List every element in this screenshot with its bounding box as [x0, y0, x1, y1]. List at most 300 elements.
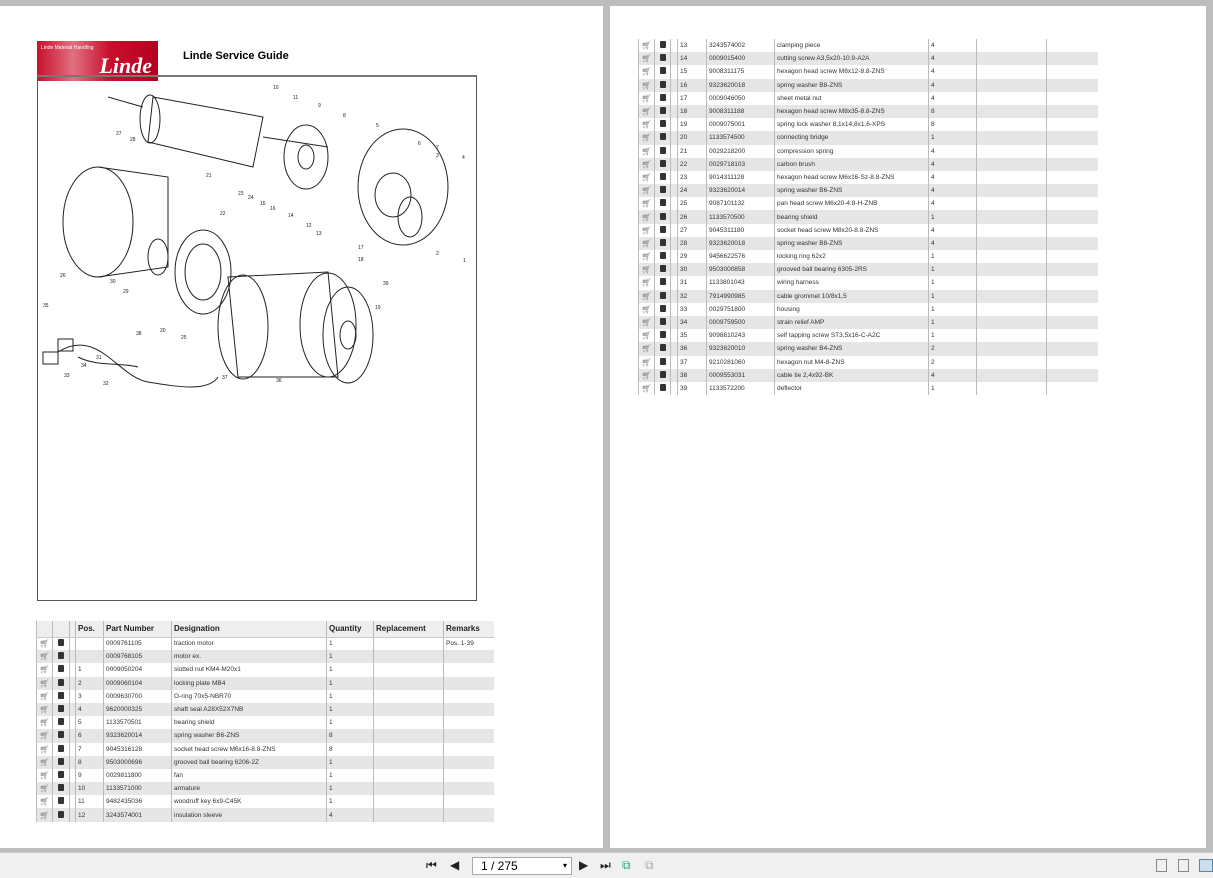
cell-part-number: 0009075001	[707, 118, 775, 131]
callout-label: 25	[181, 335, 187, 341]
parts-info-icon-cell[interactable]	[655, 171, 671, 184]
cell-remarks	[1047, 171, 1098, 184]
add-to-cart-icon[interactable]: 🛒︎	[639, 250, 655, 263]
table-row	[37, 808, 494, 821]
cell-replacement	[977, 250, 1047, 263]
cell-pos: 5	[76, 716, 104, 729]
cell-part-number: 9503000696	[104, 756, 172, 769]
cell-designation: housing	[775, 303, 929, 316]
add-to-cart-icon[interactable]: 🛒︎	[639, 290, 655, 303]
callout-label: 19	[375, 305, 381, 311]
callout-label: 1	[463, 258, 466, 264]
cell-designation: socket head screw M8x20-8.8-ZNS	[775, 224, 929, 237]
table-row	[639, 65, 1098, 78]
parts-info-icon-cell[interactable]	[655, 92, 671, 105]
cell-replacement	[977, 356, 1047, 369]
add-to-cart-icon[interactable]: 🛒︎	[639, 210, 655, 223]
cell-quantity: 4	[929, 92, 977, 105]
briefcase-icon	[58, 758, 64, 765]
parts-info-icon-cell[interactable]	[655, 329, 671, 342]
spacer-cell	[671, 250, 678, 263]
cell-part-number: 0029811800	[104, 769, 172, 782]
spacer-cell	[671, 39, 678, 52]
parts-info-icon-cell[interactable]	[655, 276, 671, 289]
briefcase-icon	[660, 120, 666, 127]
cell-part-number: 1133570500	[707, 210, 775, 223]
cell-pos: 33	[678, 303, 707, 316]
cell-replacement	[977, 184, 1047, 197]
callout-label: 31	[96, 355, 102, 361]
parts-info-icon-cell[interactable]	[53, 769, 70, 782]
add-to-cart-icon[interactable]: 🛒︎	[639, 145, 655, 158]
add-to-cart-icon[interactable]: 🛒︎	[37, 769, 53, 782]
callout-label: 16	[270, 206, 276, 212]
callout-label: 28	[130, 137, 136, 143]
cell-remarks	[1047, 263, 1098, 276]
cell-quantity: 1	[929, 131, 977, 144]
cell-part-number: 9323620018	[707, 79, 775, 92]
parts-info-icon-cell[interactable]	[655, 303, 671, 316]
cell-quantity: 1	[327, 716, 374, 729]
cell-remarks	[1047, 356, 1098, 369]
add-to-cart-icon[interactable]: 🛒︎	[639, 303, 655, 316]
cell-quantity: 4	[929, 52, 977, 65]
parts-info-icon-cell[interactable]	[655, 158, 671, 171]
cell-replacement	[977, 224, 1047, 237]
cell-replacement	[977, 382, 1047, 395]
page-selector[interactable]	[472, 857, 572, 875]
parts-info-icon-cell[interactable]	[655, 290, 671, 303]
callout-label: 17	[358, 245, 364, 251]
cell-replacement	[977, 145, 1047, 158]
parts-info-icon-cell[interactable]	[53, 795, 70, 808]
cell-part-number: 9014311128	[707, 171, 775, 184]
callout-label: 34	[81, 363, 87, 369]
spacer-cell	[671, 276, 678, 289]
cell-remarks	[444, 703, 494, 716]
spacer-cell	[671, 145, 678, 158]
cell-replacement	[977, 131, 1047, 144]
add-to-cart-icon[interactable]: 🛒︎	[639, 131, 655, 144]
add-to-cart-icon[interactable]: 🛒︎	[639, 356, 655, 369]
parts-info-icon-cell[interactable]	[53, 716, 70, 729]
callout-label: 4	[462, 155, 465, 161]
parts-info-icon-cell[interactable]	[655, 210, 671, 223]
parts-info-icon-cell[interactable]	[655, 184, 671, 197]
cell-quantity: 1	[929, 250, 977, 263]
spacer-cell	[671, 92, 678, 105]
briefcase-icon	[660, 384, 666, 391]
parts-info-icon-cell[interactable]	[53, 663, 70, 676]
cell-replacement	[977, 39, 1047, 52]
briefcase-icon	[660, 265, 666, 272]
parts-info-icon-cell[interactable]	[655, 79, 671, 92]
parts-info-icon-cell[interactable]	[53, 782, 70, 795]
cell-part-number: 0009060104	[104, 677, 172, 690]
cell-pos: 37	[678, 356, 707, 369]
parts-info-icon-cell[interactable]	[655, 145, 671, 158]
cell-quantity: 4	[929, 65, 977, 78]
parts-info-icon-cell[interactable]	[655, 356, 671, 369]
cell-designation: locking plate MB4	[172, 677, 327, 690]
cell-pos: 26	[678, 210, 707, 223]
parts-info-icon-cell[interactable]	[655, 105, 671, 118]
table-row	[37, 703, 494, 716]
briefcase-icon	[660, 54, 666, 61]
add-to-cart-icon[interactable]: 🛒︎	[37, 663, 53, 676]
parts-table-page-1	[36, 621, 494, 822]
cell-part-number: 0009553031	[707, 369, 775, 382]
cell-remarks	[1047, 224, 1098, 237]
callout-label: 39	[383, 281, 389, 287]
cell-designation: cable grommet 10/8x1,5	[775, 290, 929, 303]
cell-quantity: 1	[327, 650, 374, 663]
cell-quantity: 1	[929, 303, 977, 316]
parts-info-icon-cell[interactable]	[655, 197, 671, 210]
cell-remarks	[1047, 92, 1098, 105]
copy-page-icon[interactable]: ⧉	[622, 858, 631, 872]
cell-pos	[76, 650, 104, 663]
cell-part-number: 3243574002	[707, 39, 775, 52]
briefcase-icon	[58, 811, 64, 818]
cell-remarks	[444, 690, 494, 703]
cell-designation: hexagon head screw M8x12-8.8-ZNS	[775, 65, 929, 78]
add-to-cart-icon[interactable]: 🛒︎	[639, 39, 655, 52]
add-to-cart-icon[interactable]: 🛒︎	[639, 197, 655, 210]
table-row	[639, 145, 1098, 158]
parts-info-icon-cell[interactable]	[53, 703, 70, 716]
cell-replacement	[977, 171, 1047, 184]
table-row	[37, 756, 494, 769]
spacer-cell	[671, 118, 678, 131]
parts-info-icon-cell[interactable]	[655, 316, 671, 329]
add-to-cart-icon[interactable]: 🛒︎	[639, 158, 655, 171]
armature-drawing	[108, 95, 328, 167]
cell-quantity: 1	[929, 290, 977, 303]
cell-quantity: 1	[929, 210, 977, 223]
cell-designation: grooved ball bearing 6305-2RS	[775, 263, 929, 276]
cell-remarks	[1047, 382, 1098, 395]
add-to-cart-icon[interactable]: 🛒︎	[37, 677, 53, 690]
cell-designation: spring washer B8-ZNS	[775, 237, 929, 250]
table-row	[639, 79, 1098, 92]
previous-page-icon[interactable]: ◀	[450, 858, 460, 872]
briefcase-icon	[58, 731, 64, 738]
add-to-cart-icon[interactable]: 🛒︎	[639, 382, 655, 395]
callout-label: 13	[316, 231, 322, 237]
next-page-icon[interactable]: ▶	[579, 858, 589, 872]
parts-info-icon-cell[interactable]	[53, 637, 70, 650]
last-page-icon[interactable]: ⏭	[600, 858, 611, 872]
add-to-cart-icon[interactable]: 🛒︎	[639, 52, 655, 65]
add-to-cart-icon[interactable]: 🛒︎	[37, 637, 53, 650]
cell-part-number: 9323620018	[707, 237, 775, 250]
cell-quantity: 1	[327, 795, 374, 808]
briefcase-icon	[58, 771, 64, 778]
cell-quantity: 1	[929, 329, 977, 342]
table-row	[639, 184, 1098, 197]
add-to-cart-icon[interactable]: 🛒︎	[37, 703, 53, 716]
cell-part-number: 0009046050	[707, 92, 775, 105]
cell-remarks	[1047, 342, 1098, 355]
add-to-cart-icon[interactable]: 🛒︎	[639, 171, 655, 184]
cell-part-number: 9323620014	[104, 729, 172, 742]
briefcase-icon	[58, 705, 64, 712]
table-row	[37, 716, 494, 729]
cell-designation: woodruff key 6x9-C45K	[172, 795, 327, 808]
add-to-cart-icon[interactable]: 🛒︎	[639, 105, 655, 118]
briefcase-icon	[660, 147, 666, 154]
cell-remarks	[444, 677, 494, 690]
continuous-view-icon[interactable]	[1178, 859, 1189, 872]
parts-info-icon-cell[interactable]	[53, 808, 70, 821]
add-to-cart-icon[interactable]: 🛒︎	[37, 650, 53, 663]
cell-replacement	[977, 158, 1047, 171]
first-page-icon[interactable]: ⏮	[426, 858, 437, 872]
add-to-cart-icon[interactable]: 🛒︎	[37, 795, 53, 808]
cell-designation: bearing shield	[775, 210, 929, 223]
pdf-page-1	[0, 6, 603, 848]
parts-info-icon-cell[interactable]	[53, 677, 70, 690]
parts-info-icon-cell[interactable]	[53, 690, 70, 703]
briefcase-icon	[660, 133, 666, 140]
cell-remarks	[1047, 316, 1098, 329]
cell-quantity: 1	[929, 382, 977, 395]
parts-info-icon-cell[interactable]	[655, 65, 671, 78]
cell-designation: bearing shield	[172, 716, 327, 729]
cell-replacement	[374, 703, 444, 716]
cell-remarks	[1047, 210, 1098, 223]
add-to-cart-icon[interactable]: 🛒︎	[639, 329, 655, 342]
table-row	[37, 637, 494, 650]
briefcase-icon	[58, 679, 64, 686]
cell-part-number: 0009050204	[104, 663, 172, 676]
cell-remarks	[444, 650, 494, 663]
cell-pos: 3	[76, 690, 104, 703]
cell-quantity: 1	[327, 782, 374, 795]
add-to-cart-icon[interactable]: 🛒︎	[639, 184, 655, 197]
exploded-parts-drawing	[37, 75, 477, 601]
cell-part-number: 1133571000	[104, 782, 172, 795]
table-row	[639, 356, 1098, 369]
pdf-page-2	[610, 6, 1206, 848]
cell-part-number: 1133570501	[104, 716, 172, 729]
briefcase-icon	[660, 318, 666, 325]
briefcase-icon	[660, 173, 666, 180]
add-to-cart-icon[interactable]: 🛒︎	[639, 369, 655, 382]
col-remarks: Remarks	[444, 621, 494, 637]
add-to-cart-icon[interactable]: 🛒︎	[639, 79, 655, 92]
cell-remarks	[1047, 250, 1098, 263]
parts-info-icon-cell[interactable]	[655, 39, 671, 52]
fan-drawing	[284, 125, 328, 189]
callout-label: 22	[220, 211, 226, 217]
callout-label: 18	[358, 257, 364, 263]
add-to-cart-icon[interactable]: 🛒︎	[639, 118, 655, 131]
briefcase-icon	[660, 292, 666, 299]
col-pos: Pos.	[76, 621, 104, 637]
callout-label: 15	[260, 201, 266, 207]
cell-quantity: 8	[327, 729, 374, 742]
cell-quantity: 1	[327, 703, 374, 716]
spacer-cell	[671, 329, 678, 342]
add-to-cart-icon[interactable]: 🛒︎	[639, 342, 655, 355]
cell-designation: pan head screw M6x20-4.8-H-ZNB	[775, 197, 929, 210]
cell-replacement	[374, 756, 444, 769]
parts-info-icon-cell[interactable]	[53, 729, 70, 742]
cell-pos: 1	[76, 663, 104, 676]
single-page-view-icon[interactable]	[1156, 859, 1167, 872]
cell-pos: 17	[678, 92, 707, 105]
add-to-cart-icon[interactable]: 🛒︎	[639, 92, 655, 105]
cell-remarks	[444, 769, 494, 782]
briefcase-icon	[58, 745, 64, 752]
add-to-cart-icon[interactable]: 🛒︎	[37, 756, 53, 769]
briefcase-icon	[660, 160, 666, 167]
cell-pos: 4	[76, 703, 104, 716]
cell-replacement	[374, 663, 444, 676]
cell-remarks	[1047, 303, 1098, 316]
cell-pos	[76, 637, 104, 650]
add-to-cart-icon[interactable]: 🛒︎	[639, 276, 655, 289]
cell-replacement	[977, 342, 1047, 355]
cell-pos: 31	[678, 276, 707, 289]
add-to-cart-icon[interactable]: 🛒︎	[37, 729, 53, 742]
paste-page-icon[interactable]: ⧉	[645, 858, 654, 872]
cell-quantity: 1	[929, 276, 977, 289]
parts-info-icon-cell[interactable]	[655, 118, 671, 131]
spacer-cell	[671, 237, 678, 250]
add-to-cart-icon[interactable]: 🛒︎	[37, 690, 53, 703]
bearing-shield-drawing	[358, 129, 448, 245]
cell-pos: 14	[678, 52, 707, 65]
table-row	[639, 224, 1098, 237]
table-row	[639, 171, 1098, 184]
spacer-cell	[671, 210, 678, 223]
cell-pos: 32	[678, 290, 707, 303]
spacer-cell	[671, 52, 678, 65]
cell-pos: 28	[678, 237, 707, 250]
spacer-cell	[671, 263, 678, 276]
add-to-cart-icon[interactable]: 🛒︎	[639, 237, 655, 250]
spacer-cell	[671, 65, 678, 78]
parts-info-icon-cell[interactable]	[655, 250, 671, 263]
cell-designation: slotted nut KM4-M20x1	[172, 663, 327, 676]
spacer-cell	[671, 197, 678, 210]
callout-label: 9	[318, 103, 321, 109]
add-to-cart-icon[interactable]: 🛒︎	[37, 743, 53, 756]
table-row	[639, 276, 1098, 289]
callout-label: 7	[436, 145, 439, 151]
cell-replacement	[977, 210, 1047, 223]
cell-pos: 13	[678, 39, 707, 52]
cell-replacement	[374, 795, 444, 808]
add-to-cart-icon[interactable]: 🛒︎	[639, 316, 655, 329]
briefcase-icon	[660, 252, 666, 259]
add-to-cart-icon[interactable]: 🛒︎	[639, 65, 655, 78]
page-indicator: 1 / 275	[481, 859, 518, 873]
table-row	[37, 677, 494, 690]
cell-quantity: 1	[327, 756, 374, 769]
parts-info-icon-cell[interactable]	[655, 263, 671, 276]
cell-pos: 25	[678, 197, 707, 210]
briefcase-icon	[660, 107, 666, 114]
cell-remarks	[1047, 197, 1098, 210]
callout-label: 11	[293, 95, 299, 101]
table-row	[639, 39, 1098, 52]
cell-replacement	[977, 329, 1047, 342]
callout-label: 33	[64, 373, 70, 379]
cell-replacement	[374, 729, 444, 742]
cell-part-number: 9323620014	[707, 184, 775, 197]
table-row	[639, 210, 1098, 223]
parts-info-icon-cell[interactable]	[655, 369, 671, 382]
cell-part-number: 0009015400	[707, 52, 775, 65]
cell-quantity: 8	[929, 118, 977, 131]
table-row	[37, 769, 494, 782]
briefcase-icon	[58, 718, 64, 725]
table-row	[639, 197, 1098, 210]
cell-pos: 22	[678, 158, 707, 171]
cell-part-number: 9482435036	[104, 795, 172, 808]
parts-info-icon-cell[interactable]	[655, 237, 671, 250]
briefcase-icon	[660, 41, 666, 48]
parts-info-icon-cell[interactable]	[655, 131, 671, 144]
briefcase-icon	[660, 239, 666, 246]
cell-part-number: 0009768105	[104, 650, 172, 663]
add-to-cart-icon[interactable]: 🛒︎	[639, 224, 655, 237]
col-designation: Designation	[172, 621, 327, 637]
parts-info-icon-cell[interactable]	[655, 342, 671, 355]
cell-designation: cable tie 2,4x92-BK	[775, 369, 929, 382]
add-to-cart-icon[interactable]: 🛒︎	[37, 782, 53, 795]
table-row	[37, 729, 494, 742]
cell-replacement	[977, 290, 1047, 303]
add-to-cart-icon[interactable]: 🛒︎	[37, 808, 53, 821]
cell-part-number: 3243574001	[104, 808, 172, 821]
callout-label: 30	[110, 279, 116, 285]
add-to-cart-icon[interactable]: 🛒︎	[639, 263, 655, 276]
cell-pos: 34	[678, 316, 707, 329]
parts-info-icon-cell[interactable]	[655, 382, 671, 395]
parts-info-icon-cell[interactable]	[655, 52, 671, 65]
cell-remarks	[1047, 276, 1098, 289]
table-row	[639, 290, 1098, 303]
cell-designation: locking ring 62x2	[775, 250, 929, 263]
cell-part-number: 9323620010	[707, 342, 775, 355]
add-to-cart-icon[interactable]: 🛒︎	[37, 716, 53, 729]
parts-info-icon-cell[interactable]	[53, 650, 70, 663]
spacer-cell	[671, 369, 678, 382]
cell-quantity: 4	[929, 224, 977, 237]
parts-info-icon-cell[interactable]	[53, 743, 70, 756]
parts-info-icon-cell[interactable]	[53, 756, 70, 769]
cell-part-number: 9045316128	[104, 743, 172, 756]
parts-info-icon-cell[interactable]	[655, 224, 671, 237]
briefcase-icon	[660, 226, 666, 233]
cell-pos: 35	[678, 329, 707, 342]
cell-part-number: 0029718103	[707, 158, 775, 171]
two-page-view-icon[interactable]	[1199, 859, 1213, 872]
callout-label: 38	[136, 331, 142, 337]
cell-part-number: 9008311188	[707, 105, 775, 118]
cell-pos: 38	[678, 369, 707, 382]
cell-replacement	[977, 237, 1047, 250]
briefcase-icon	[660, 305, 666, 312]
cell-quantity: 1	[929, 263, 977, 276]
cell-quantity: 4	[929, 184, 977, 197]
cell-pos: 23	[678, 171, 707, 184]
